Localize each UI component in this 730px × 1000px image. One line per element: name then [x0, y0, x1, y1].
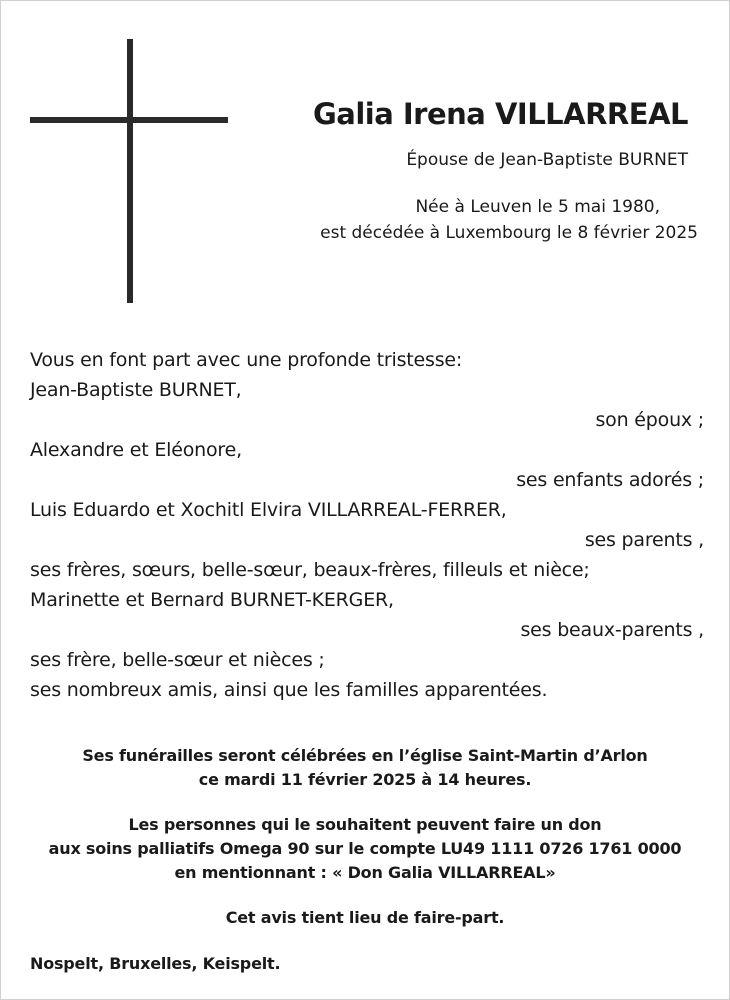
- family-announcement: [30, 345, 704, 705]
- family-line: Marinette et Bernard BURNET-KERGER,: [30, 589, 394, 611]
- donation-info: [0, 813, 730, 885]
- cross-horizontal-bar: [30, 117, 228, 123]
- funeral-info: [0, 744, 730, 792]
- deceased-name: Galia Irena VILLARREAL: [312, 97, 688, 131]
- family-line: Jean-Baptiste BURNET,: [30, 379, 242, 401]
- notice-line: [0, 906, 730, 930]
- donation-line: Les personnes qui le souhaitent peuvent faire un don: [128, 815, 602, 834]
- family-line: Alexandre et Eléonore,: [30, 439, 242, 461]
- death-line: est décédée à Luxembourg le 8 février 2025: [320, 223, 698, 243]
- family-line: ses frère, belle-sœur et nièces ;: [30, 649, 325, 671]
- family-relation: son époux ;: [595, 409, 704, 431]
- family-line: ses nombreux amis, ainsi que les familles apparentées.: [30, 679, 548, 701]
- donation-line: en mentionnant : « Don Galia VILLARREAL»: [174, 863, 556, 882]
- announcement-intro: Vous en font part avec une profonde tristesse:: [30, 349, 463, 371]
- cross-vertical-bar: [127, 39, 133, 303]
- funeral-line: Ses funérailles seront célébrées en l’église Saint-Martin d’Arlon: [82, 746, 648, 765]
- obituary-header: [250, 92, 700, 246]
- spouse-line: Épouse de Jean-Baptiste BURNET: [406, 150, 688, 170]
- family-line: Luis Eduardo et Xochitl Elvira VILLARREAL-FERRER,: [30, 499, 507, 521]
- donation-line: aux soins palliatifs Omega 90 sur le compte LU49 1111 0726 1761 0000: [48, 839, 682, 858]
- places-line: Nospelt, Bruxelles, Keispelt.: [30, 954, 281, 973]
- family-relation: ses beaux-parents ,: [520, 619, 704, 641]
- family-relation: ses enfants adorés ;: [516, 469, 704, 491]
- notice-text: Cet avis tient lieu de faire-part.: [225, 908, 505, 927]
- family-line: ses frères, sœurs, belle-sœur, beaux-frères, filleuls et nièce;: [30, 559, 590, 581]
- birth-line: Née à Leuven le 5 mai 1980,: [415, 197, 660, 217]
- family-relation: ses parents ,: [584, 529, 704, 551]
- funeral-line: ce mardi 11 février 2025 à 14 heures.: [198, 770, 532, 789]
